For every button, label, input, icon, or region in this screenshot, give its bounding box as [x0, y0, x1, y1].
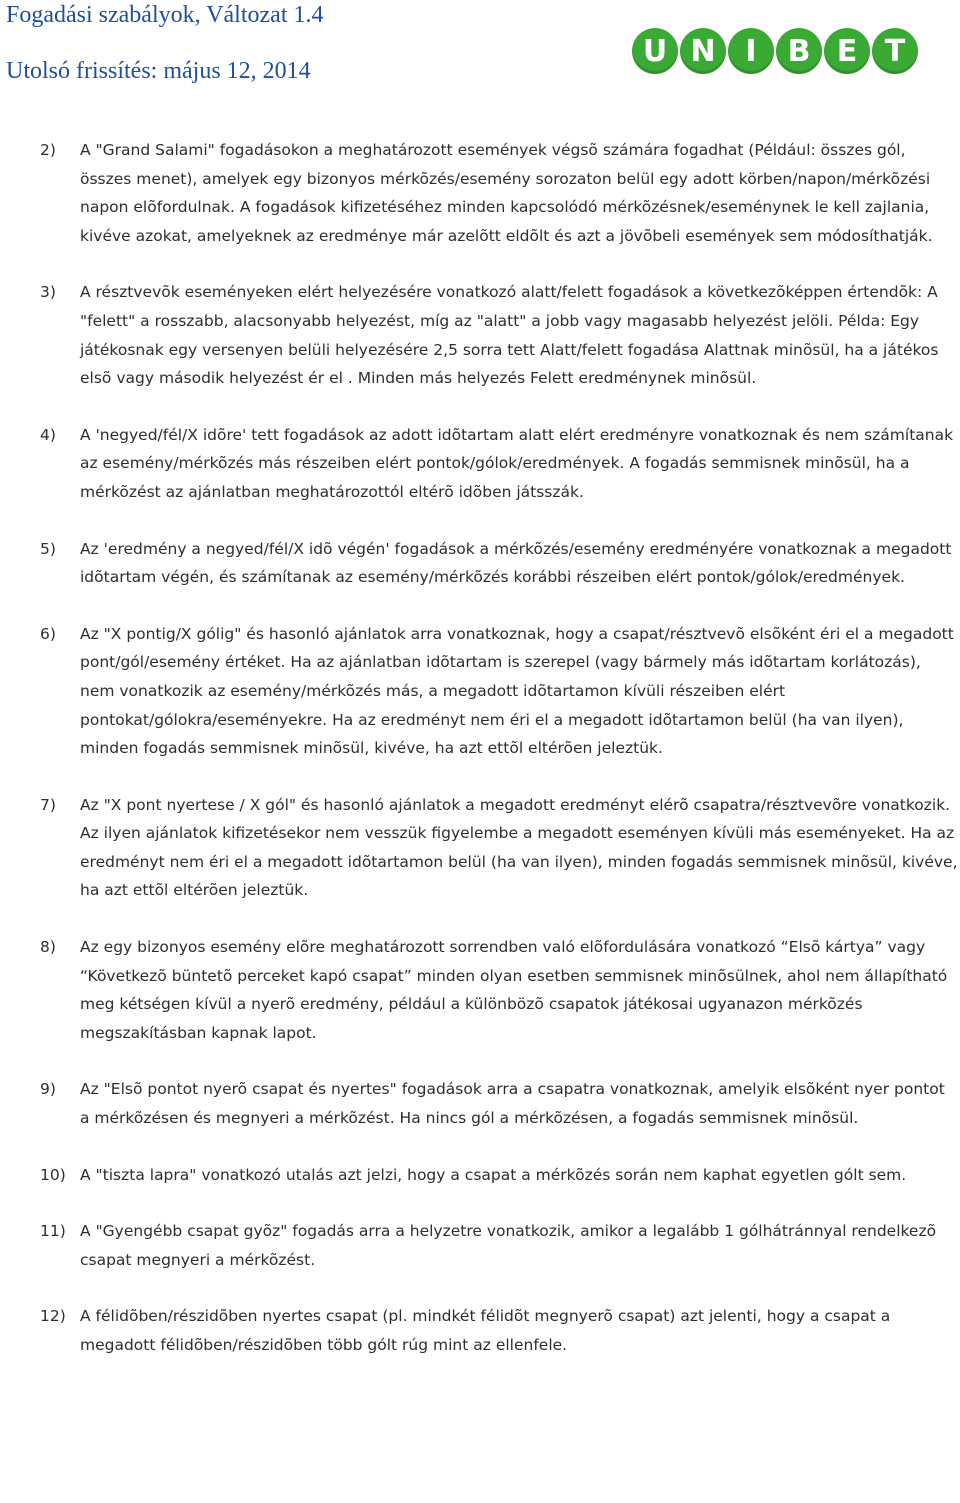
rule-text: Az "Elsõ pontot nyerõ csapat és nyertes" fogadások arra a csapatra vonatkoznak, amelyik elsõként nyer pontot a mérkõzésen és megnyeri a mérkõzést. Ha nincs gól a mérkõzésen, a fogadás semmisnek minõsül. — [80, 1080, 945, 1128]
rule-text: A résztvevõk eseményeken elért helyezésére vonatkozó alatt/felett fogadások a következõképpen értendõk: A "felett" a rosszabb, alacsonyabb helyezést, míg az "alatt" a jobb vagy magasabb helyezést jelöli. Példa: Egy játékosnak egy versenyen belüli helyezésére 2,5 sorra tett Alatt/felett fogadása Alattnak minõsül, ha a játékos elsõ vagy második helyezést ér el . Minden más helyezés Felett eredménynek minõsül. — [80, 283, 939, 388]
rule-number: 5) — [40, 539, 56, 558]
rule-number: 4) — [40, 425, 56, 444]
rule-number: 11) — [40, 1222, 66, 1241]
rules-list — [0, 136, 958, 1388]
rule-item — [0, 421, 958, 507]
rule-item — [0, 1161, 958, 1190]
rule-number: 10) — [40, 1165, 66, 1184]
logo-letter: U — [632, 28, 678, 74]
rule-item — [0, 136, 958, 250]
rule-item — [0, 278, 958, 392]
logo-letter: T — [872, 28, 918, 74]
rule-item — [0, 535, 958, 592]
logo-letter: I — [728, 28, 774, 74]
rule-item — [0, 1075, 958, 1132]
rule-item — [0, 620, 958, 763]
rule-number: 7) — [40, 795, 56, 814]
rule-number: 6) — [40, 624, 56, 643]
rule-number: 2) — [40, 141, 56, 159]
logo-letter: N — [680, 28, 726, 74]
rule-text: A "tiszta lapra" vonatkozó utalás azt jelzi, hogy a csapat a mérkõzés során nem kaphat egyetlen gólt sem. — [80, 1165, 907, 1184]
logo-letter: E — [824, 28, 870, 74]
rule-item — [0, 1302, 958, 1359]
rule-text: Az "X pont nyertese / X gól" és hasonló ajánlatok a megadott eredményt elérõ csapatra/résztvevõre vonatkozik. Az ilyen ajánlatok kifizetésekor nem vesszük figyelembe a megadott eseményen kívüli más eseményeket. Ha az eredményt nem éri el a megadott idõtartamon belül (ha van ilyen), minden fogadás semmisnek minõsül, kivéve, ha azt ettõl eltérõen jeleztük. — [80, 795, 958, 900]
rule-number: 8) — [40, 938, 56, 957]
rule-text: A "Grand Salami" fogadásokon a meghatározott események végsõ számára fogadhat (Például: összes gól, összes menet), amelyek egy bizonyos mérkõzés/esemény sorozaton belül egy adott körben/napon/mérkõzési napon elõfordulnak. A fogadások kifizetéséhez minden kapcsolódó mérkõzésnek/eseménynek le kell zajlania, kivéve azokat, amelyeknek az eredménye már azelõtt eldõlt és azt a jövõbeli események sem módosíthatják. — [80, 141, 933, 245]
unibet-logo — [632, 28, 924, 82]
rule-text: A "Gyengébb csapat gyõz" fogadás arra a helyzetre vonatkozik, amikor a legalább 1 gólhátránnyal rendelkezõ csapat megnyeri a mérkõzést. — [80, 1222, 937, 1269]
rule-text: A félidõben/részidõben nyertes csapat (pl. mindkét félidõt megnyerõ csapat) azt jelenti, hogy a csapat a megadott félidõben/részidõben több gólt rúg mint az ellenfele. — [80, 1307, 891, 1354]
rule-text: Az 'eredmény a negyed/fél/X idõ végén' fogadások a mérkõzés/esemény eredményére vonatkoznak a megadott idõtartam végén, és számítanak az esemény/mérkõzés korábbi részeiben elért pontok/gólok/eredmények. — [80, 539, 952, 587]
rule-text: Az "X pontig/X gólig" és hasonló ajánlatok arra vonatkoznak, hogy a csapat/résztvevõ elsõként éri el a megadott pont/gól/esemény értéket. Ha az ajánlatban idõtartam is szerepel (vagy bármely más idõtartam korlátozás), nem vonatkozik az esemény/mérkõzés más, a megadott idõtartamon kívüli részeiben elért pontokat/gólokra/eseményekre. Ha az eredményt nem éri el a megadott idõtartamon belül (ha van ilyen), minden fogadás semmisnek minõsül, kivéve, ha azt ettõl eltérõen jeleztük. — [80, 624, 954, 758]
document-title: Fogadási szabályok, Változat 1.4 — [6, 2, 324, 28]
rule-number: 12) — [40, 1307, 66, 1326]
rule-item — [0, 1217, 958, 1274]
rule-number: 9) — [40, 1080, 56, 1099]
rule-number: 3) — [40, 283, 56, 302]
rule-text: A 'negyed/fél/X idõre' tett fogadások az adott idõtartam alatt elért eredményre vonatkoznak és nem számítanak az esemény/mérkõzés más részeiben elért pontok/gólok/eredmények. A fogadás semmisnek minõsül, ha a mérkõzést az ajánlatban meghatározottól eltérõ idõben játsszák. — [80, 425, 954, 501]
rule-text: Az egy bizonyos esemény elõre meghatározott sorrendben való elõfordulására vonatkozó “Elsõ kártya” vagy “Következõ büntetõ perceket kapó csapat” minden olyan esetben semmisnek minõsülnek, ahol nem állapítható meg kétségen kívül a nyerõ eredmény, például a különbözõ csapatok játékosai ugyanazon mérkõzés megszakításban kapnak lapot. — [80, 938, 948, 1042]
last-updated-date: Utolsó frissítés: május 12, 2014 — [6, 58, 311, 84]
document-header — [0, 0, 960, 110]
logo-letter: B — [776, 28, 822, 74]
rule-item — [0, 791, 958, 905]
rule-item — [0, 933, 958, 1047]
